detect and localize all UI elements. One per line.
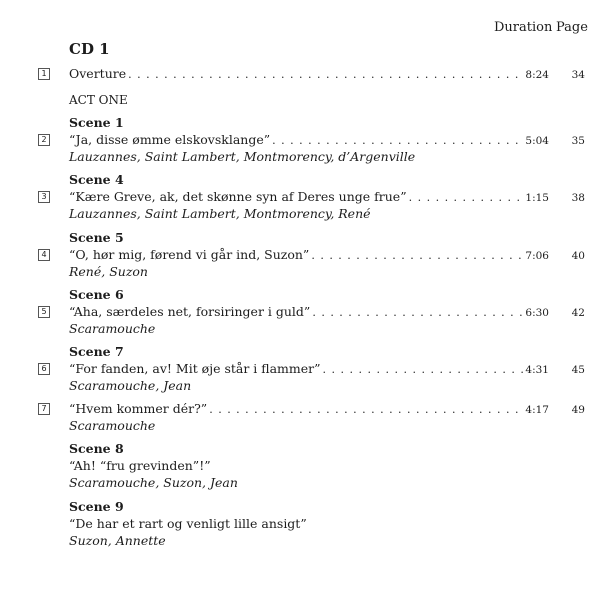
scene-title-line bbox=[69, 516, 549, 534]
track-number: 1 bbox=[38, 68, 50, 80]
duration-column-header: Duration bbox=[494, 20, 553, 35]
track-page: 49 bbox=[571, 404, 585, 416]
track-title-line bbox=[69, 189, 549, 207]
track-number: 7 bbox=[38, 403, 50, 415]
scene-heading: Scene 1 bbox=[69, 115, 124, 130]
track-page: 34 bbox=[571, 69, 585, 81]
track-page: 42 bbox=[571, 307, 585, 319]
track-title: “For fanden, av! Mit øje står i flammer” bbox=[69, 361, 321, 376]
scene-heading: Scene 9 bbox=[69, 499, 124, 514]
scene-title-line bbox=[69, 458, 549, 476]
dot-leader bbox=[312, 306, 523, 319]
track-title-line bbox=[69, 66, 549, 84]
track-duration: 7:06 bbox=[525, 250, 549, 262]
track-title-line bbox=[69, 247, 549, 265]
cd-title: CD 1 bbox=[69, 40, 110, 58]
characters: Scaramouche bbox=[69, 418, 156, 433]
track-duration: 1:15 bbox=[525, 192, 549, 204]
track-page: 35 bbox=[571, 135, 585, 147]
track-duration: 4:31 bbox=[525, 364, 549, 376]
dot-leader bbox=[323, 363, 524, 376]
track-duration: 4:17 bbox=[525, 404, 549, 416]
track-title: Overture bbox=[69, 66, 127, 81]
act-heading: ACT ONE bbox=[69, 93, 128, 107]
dot-leader bbox=[409, 191, 524, 204]
dot-leader bbox=[128, 68, 523, 81]
dot-leader bbox=[311, 249, 523, 262]
track-title: “Hvem kommer dér?” bbox=[69, 401, 208, 416]
track-duration: 5:04 bbox=[525, 135, 549, 147]
characters: Scaramouche, Jean bbox=[69, 378, 192, 393]
track-duration: 8:24 bbox=[525, 69, 549, 81]
track-title: “Ja, disse ømme elskovsklange” bbox=[69, 132, 271, 147]
track-title: “Aha, særdeles net, forsiringer i guld” bbox=[69, 304, 311, 319]
track-title-line bbox=[69, 304, 549, 322]
scene-heading: Scene 4 bbox=[69, 172, 124, 187]
characters: Lauzannes, Saint Lambert, Montmorency, René bbox=[69, 206, 371, 221]
dot-leader bbox=[209, 403, 523, 416]
characters: Scaramouche bbox=[69, 321, 156, 336]
scene-title: “De har et rart og venligt lille ansigt” bbox=[69, 516, 307, 531]
scene-heading: Scene 6 bbox=[69, 287, 124, 302]
scene-heading: Scene 5 bbox=[69, 230, 124, 245]
characters: Lauzannes, Saint Lambert, Montmorency, d’Argenville bbox=[69, 149, 416, 164]
page-column-header: Page bbox=[556, 20, 588, 35]
track-number: 5 bbox=[38, 306, 50, 318]
track-page: 38 bbox=[571, 192, 585, 204]
characters: Suzon, Annette bbox=[69, 533, 166, 548]
track-number: 2 bbox=[38, 134, 50, 146]
track-title: “Kære Greve, ak, det skønne syn af Deres unge frue” bbox=[69, 189, 407, 204]
track-title-line bbox=[69, 361, 549, 379]
track-title: “O, hør mig, førend vi går ind, Suzon” bbox=[69, 247, 310, 262]
track-title-line bbox=[69, 132, 549, 150]
track-page: 40 bbox=[571, 250, 585, 262]
characters: René, Suzon bbox=[69, 264, 148, 279]
track-number: 3 bbox=[38, 191, 50, 203]
track-title-line bbox=[69, 401, 549, 419]
track-duration: 6:30 bbox=[525, 307, 549, 319]
scene-title: “Ah! “fru grevinden”!” bbox=[69, 458, 211, 473]
characters: Scaramouche, Suzon, Jean bbox=[69, 475, 238, 490]
track-page: 45 bbox=[571, 364, 585, 376]
track-number: 4 bbox=[38, 249, 50, 261]
dot-leader bbox=[272, 134, 523, 147]
scene-heading: Scene 8 bbox=[69, 441, 124, 456]
track-number: 6 bbox=[38, 363, 50, 375]
scene-heading: Scene 7 bbox=[69, 344, 124, 359]
